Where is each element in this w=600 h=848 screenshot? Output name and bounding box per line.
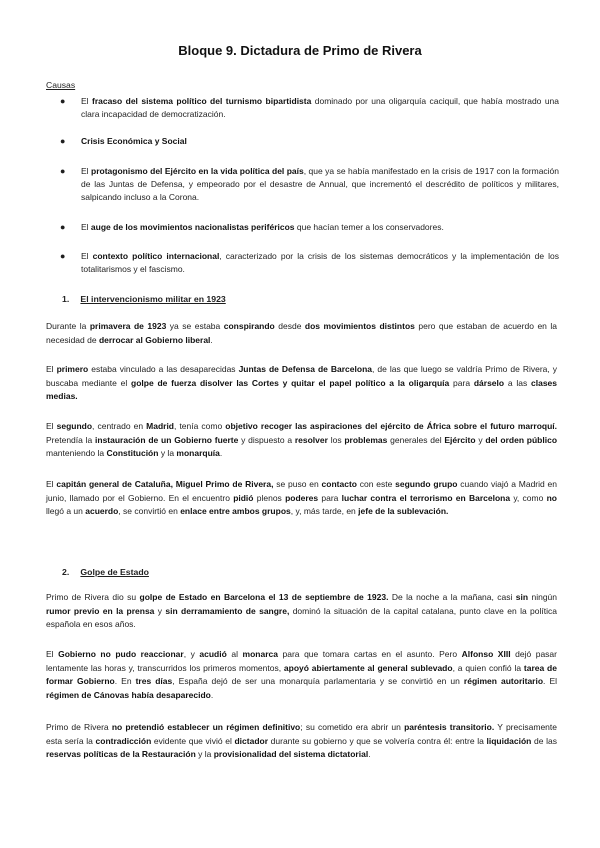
list-item-text: El contexto político internacional, caracterizado por la crisis de los sistemas democráticos y la implementación de los totalitarismos y el fascismo. (81, 251, 560, 275)
bullet-icon: ● (60, 166, 66, 176)
section-heading (62, 567, 149, 577)
paragraph: El capitán general de Cataluña, Miguel Primo de Rivera, se puso en contacto con este segundo grupo cuando viajó a Madrid en junio, llamado por el Gobierno. En el encuentro pidió plenos poderes para luchar contra el terrorismo en Barcelona y, como no llegó a un acuerdo, se convirtió en enlace entre ambos grupos, y, más tarde, en jefe de la sublevación. (46, 479, 558, 517)
bullet-icon: ● (60, 251, 66, 261)
list-item-text: Crisis Económica y Social (81, 136, 187, 146)
bullet-icon: ● (60, 222, 66, 232)
paragraph: Primo de Rivera no pretendió establecer un régimen definitivo; su cometido era abrir un paréntesis transitorio. Y precisamente esta sería la contradicción evidente que vivió el dictador durante su gobierno y que se volvería contra él: entre la liquidación de las reservas políticas de la Restauración y la provisionalidad del sistema dictatorial. (46, 722, 557, 760)
bullet-icon: ● (60, 96, 66, 106)
bullet-icon: ● (60, 136, 66, 146)
section-title: El intervencionismo militar en 1923 (80, 294, 226, 304)
section-heading (62, 294, 226, 304)
causas-heading: Causas (46, 80, 76, 90)
list-item-text: El auge de los movimientos nacionalistas periféricos que hacían temer a los conservadores. (81, 222, 444, 232)
section-title: Golpe de Estado (80, 567, 149, 577)
paragraph: El primero estaba vinculado a las desaparecidas Juntas de Defensa de Barcelona, de las que luego se valdría Primo de Rivera, y buscaba mediante el golpe de fuerza disolver las Cortes y quitar el papel político a la oligarquía para dárselo a las clases medias. (46, 364, 558, 402)
list-item-text: El protagonismo del Ejército en la vida política del país, que ya se había manifestado en la crisis de 1917 con la formación de las Juntas de Defensa, y empeorado por el desastre de Annual, que incrementó el descrédito de políticos y militares, salpicando incluso a la Corona. (81, 166, 560, 203)
paragraph: El segundo, centrado en Madrid, tenía como objetivo recoger las aspiraciones del ejército de África sobre el futuro marroquí. Pretendía la instauración de un Gobierno fuerte y dispuesto a resolver los problemas generales del Ejército y del orden público manteniendo la Constitución y la monarquía. (46, 421, 558, 459)
paragraph: Durante la primavera de 1923 ya se estaba conspirando desde dos movimientos distintos pero que estaban de acuerdo en la necesidad de derrocar al Gobierno liberal. (46, 321, 557, 345)
paragraph: Primo de Rivera dio su golpe de Estado en Barcelona el 13 de septiembre de 1923. De la noche a la mañana, casi sin ningún rumor previo en la prensa y sin derramamiento de sangre, dominó la situación de la capital catalana, punto clave en la política española en esos años. (46, 592, 557, 630)
list-item-text: El fracaso del sistema político del turnismo bipartidista dominado por una oligarquía caciquil, que había mostrado una clara incapacidad de democratización. (81, 96, 559, 120)
section-number: 2. (62, 567, 70, 577)
page-title: Bloque 9. Dictadura de Primo de Rivera (178, 43, 422, 58)
section-number: 1. (62, 294, 70, 304)
paragraph: El Gobierno no pudo reaccionar, y acudió al monarca para que tomara cartas en el asunto. Pero Alfonso XIII dejó pasar lentamente las horas y, transcurridos los primeros momentos, apoyó abiertamente al general sublevado, a quien confió la tarea de formar Gobierno. En tres días, España dejó de ser una monarquía parlamentaria y se convirtió en un régimen autoritario. El régimen de Cánovas había desaparecido. (46, 649, 558, 700)
